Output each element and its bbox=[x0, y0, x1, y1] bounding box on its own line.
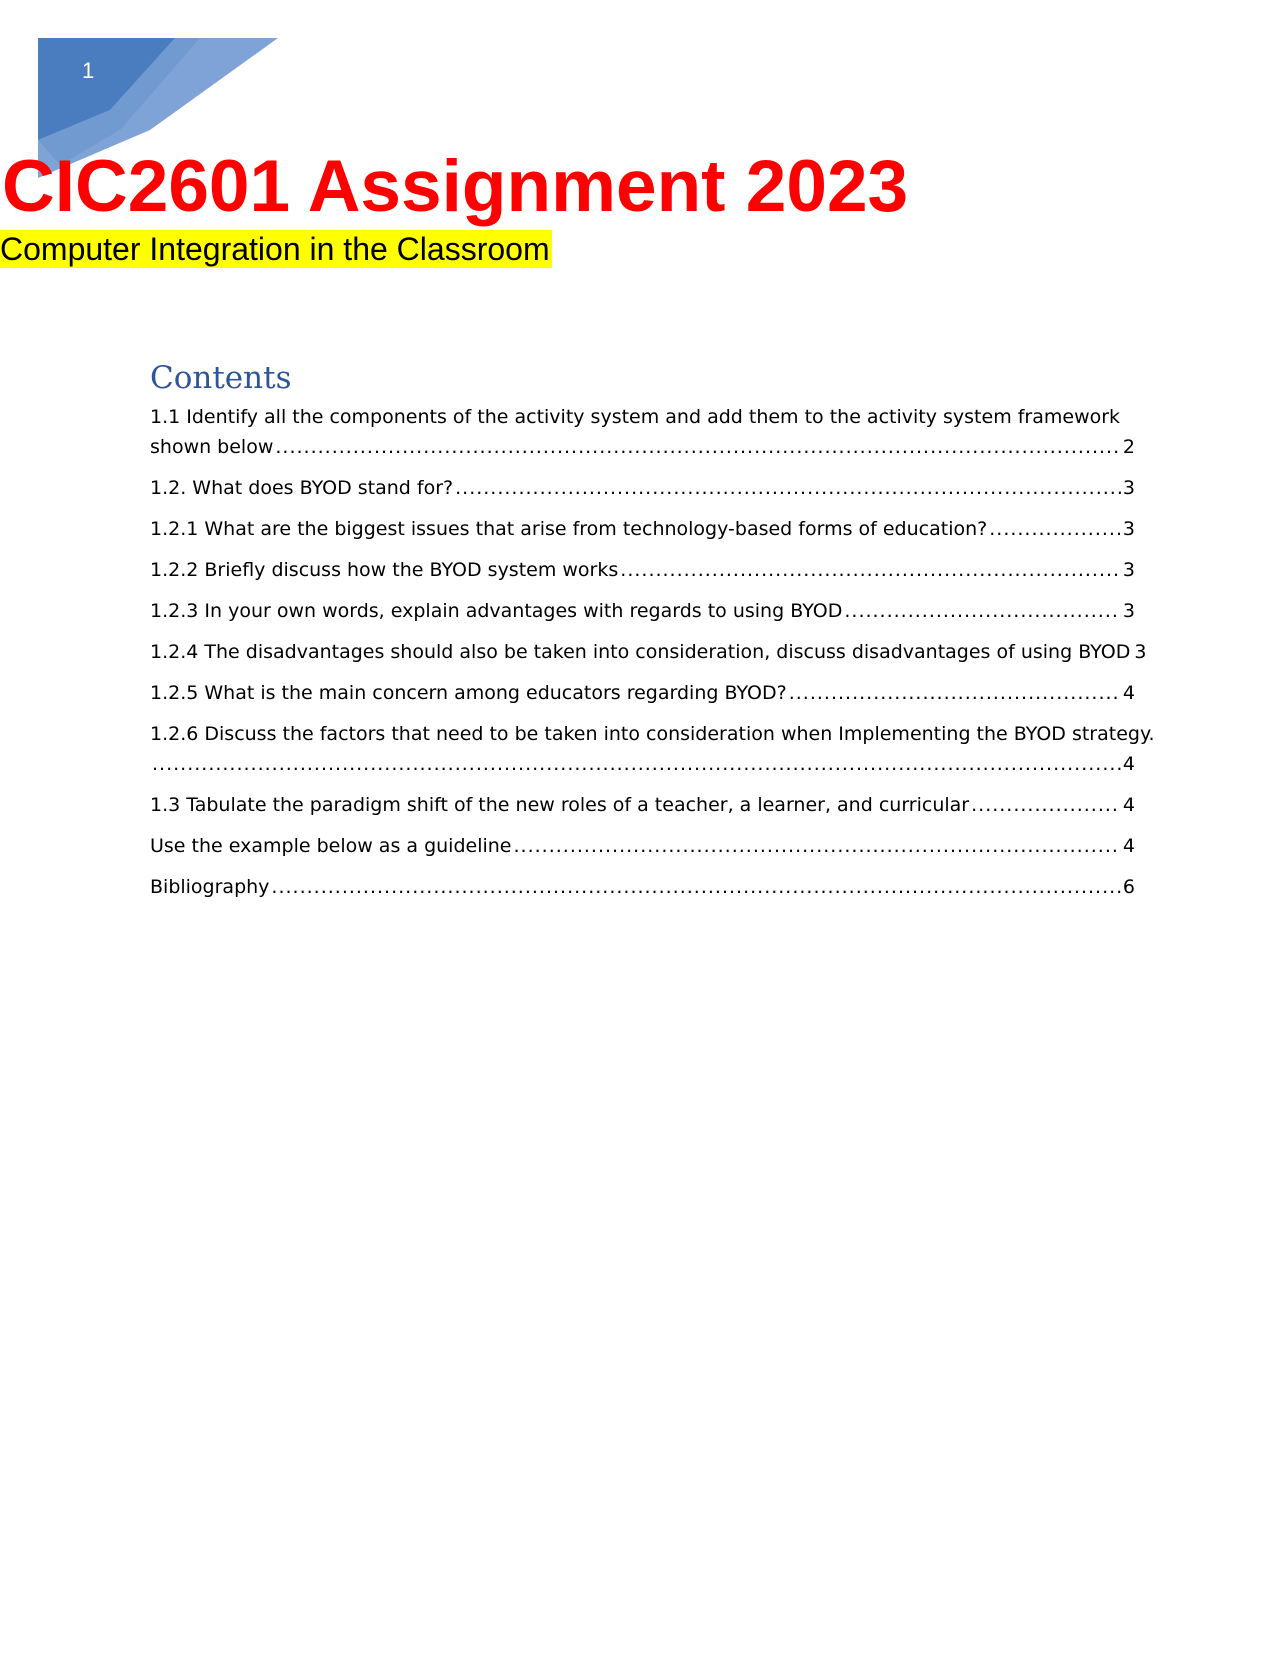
toc-entry-text: 1.2.5 What is the main concern among educators regarding BYOD? bbox=[150, 682, 787, 704]
toc-entry-text: 1.2.1 What are the biggest issues that arise from technology-based forms of education? bbox=[150, 518, 988, 540]
toc-dot-leader bbox=[971, 790, 1121, 820]
page-number: 1 bbox=[82, 58, 95, 83]
toc-entry[interactable] bbox=[150, 719, 1155, 779]
toc-page-number: 4 bbox=[1122, 753, 1135, 775]
toc-page-number: 3 bbox=[1122, 518, 1135, 540]
document-title: CIC2601 Assignment 2023 bbox=[2, 146, 909, 227]
table-of-contents bbox=[150, 358, 1155, 913]
toc-dot-leader bbox=[789, 678, 1121, 708]
toc-page-number: 3 bbox=[1122, 600, 1135, 622]
toc-dot-leader bbox=[152, 749, 1121, 779]
toc-dot-leader bbox=[989, 514, 1121, 544]
toc-entry[interactable] bbox=[150, 872, 1135, 902]
toc-dot-leader bbox=[455, 473, 1121, 503]
toc-entry[interactable] bbox=[150, 678, 1135, 708]
toc-dot-leader bbox=[514, 831, 1121, 861]
toc-entry-text: 1.3 Tabulate the paradigm shift of the new roles of a teacher, a learner, and curricular bbox=[150, 794, 970, 816]
toc-page-number: 3 bbox=[1134, 641, 1147, 663]
toc-dot-leader bbox=[271, 872, 1120, 902]
toc-entry[interactable] bbox=[150, 473, 1135, 503]
toc-entry[interactable] bbox=[150, 402, 1135, 462]
toc-heading: Contents bbox=[150, 360, 292, 396]
toc-dot-leader bbox=[844, 596, 1121, 626]
toc-entry[interactable] bbox=[150, 596, 1135, 626]
toc-page-number: 3 bbox=[1122, 477, 1135, 499]
toc-page-number: 4 bbox=[1122, 794, 1135, 816]
toc-entry-text: 1.1 Identify all the components of the activity system and add them to the activity system framework bbox=[150, 406, 1121, 428]
toc-entry-text: 1.2.4 The disadvantages should also be taken into consideration, discuss disadvantages of using BYOD bbox=[150, 641, 1131, 663]
toc-entry-text: Bibliography bbox=[150, 876, 270, 898]
toc-list bbox=[150, 402, 1155, 902]
toc-page-number: 4 bbox=[1122, 835, 1135, 857]
toc-entry[interactable] bbox=[150, 555, 1135, 585]
toc-entry[interactable] bbox=[150, 790, 1135, 820]
toc-page-number: 4 bbox=[1122, 682, 1135, 704]
toc-page-number: 6 bbox=[1122, 876, 1135, 898]
toc-entry-text: 1.2.3 In your own words, explain advantages with regards to using BYOD bbox=[150, 600, 843, 622]
toc-entry[interactable] bbox=[150, 637, 1147, 667]
toc-entry-text: 1.2. What does BYOD stand for? bbox=[150, 477, 454, 499]
toc-entry-continuation: shown below bbox=[150, 436, 274, 458]
toc-dot-leader bbox=[275, 432, 1121, 462]
toc-entry[interactable] bbox=[150, 514, 1135, 544]
toc-entry-text: 1.2.2 Briefly discuss how the BYOD system works bbox=[150, 559, 619, 581]
toc-entry-text: 1.2.6 Discuss the factors that need to be taken into consideration when Implementing the BYOD strategy. bbox=[150, 723, 1155, 745]
document-subtitle: Computer Integration in the Classroom bbox=[0, 231, 550, 267]
toc-dot-leader bbox=[620, 555, 1121, 585]
toc-entry-text: Use the example below as a guideline bbox=[150, 835, 512, 857]
toc-page-number: 3 bbox=[1122, 559, 1135, 581]
toc-entry[interactable] bbox=[150, 831, 1135, 861]
toc-page-number: 2 bbox=[1122, 436, 1135, 458]
